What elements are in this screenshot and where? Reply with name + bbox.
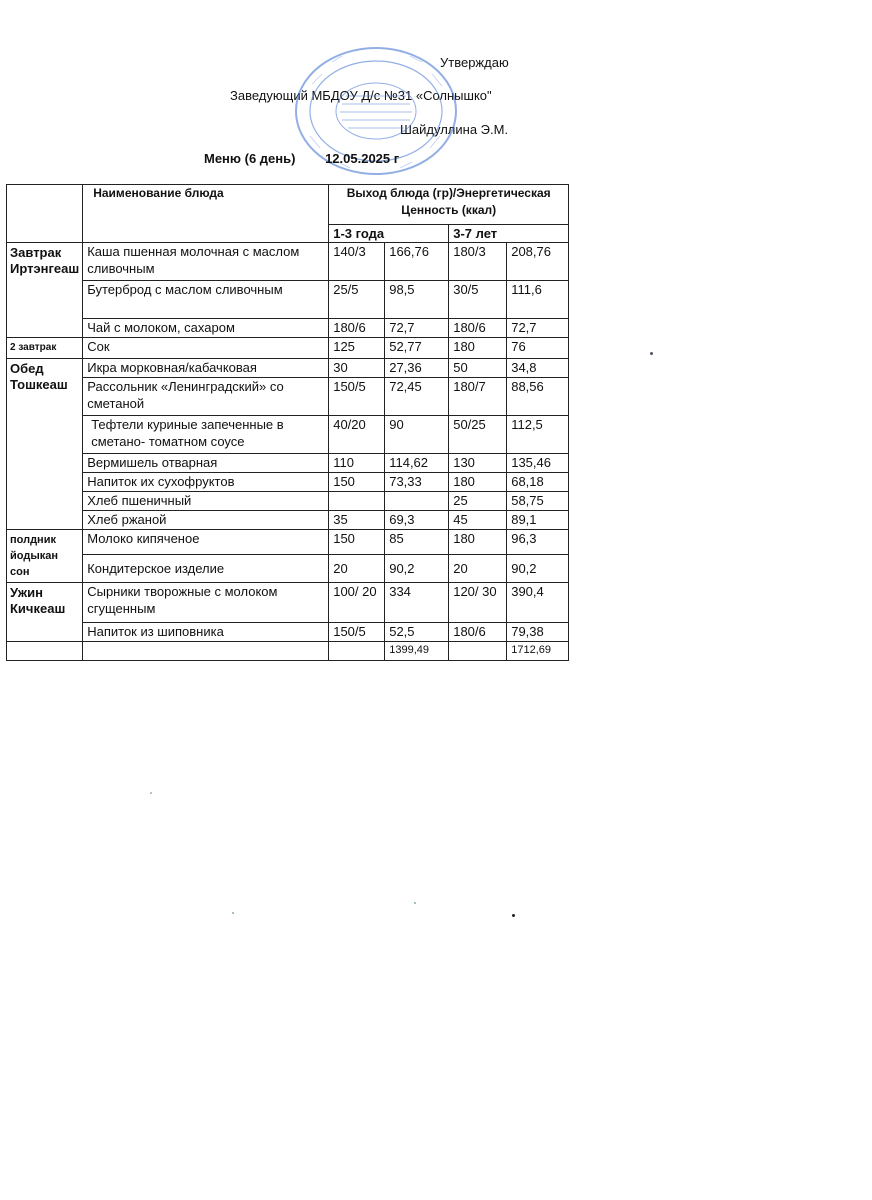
energy-1-3: 69,3	[385, 511, 449, 530]
weight-1-3: 100/ 20	[329, 583, 385, 623]
weight-1-3: 25/5	[329, 281, 385, 319]
weight-1-3: 30	[329, 359, 385, 378]
table-row	[7, 454, 569, 473]
energy-3-7: 90,2	[507, 555, 569, 583]
dish-name: Сок	[83, 338, 329, 359]
dish-name: Кондитерское изделие	[83, 555, 329, 583]
weight-1-3: 35	[329, 511, 385, 530]
weight-3-7: 180/3	[449, 243, 507, 281]
energy-3-7: 390,4	[507, 583, 569, 623]
weight-3-7: 180/6	[449, 319, 507, 338]
meal-breakfast-2: 2 завтрак	[7, 338, 83, 359]
scan-speck	[650, 352, 653, 355]
energy-1-3: 72,7	[385, 319, 449, 338]
dish-name: Чай с молоком, сахаром	[83, 319, 329, 338]
weight-3-7: 45	[449, 511, 507, 530]
dish-name: Вермишель отварная	[83, 454, 329, 473]
dish-name: Хлеб ржаной	[83, 511, 329, 530]
energy-3-7: 89,1	[507, 511, 569, 530]
energy-1-3: 52,5	[385, 623, 449, 642]
dish-name: Напиток из шиповника	[83, 623, 329, 642]
energy-3-7: 76	[507, 338, 569, 359]
energy-3-7: 112,5	[507, 416, 569, 454]
weight-1-3: 125	[329, 338, 385, 359]
age-group-2-header: 3-7 лет	[449, 225, 569, 243]
scan-speck	[512, 914, 515, 917]
table-row	[7, 555, 569, 583]
dish-name: Икра морковная/кабачковая	[83, 359, 329, 378]
energy-1-3: 72,45	[385, 378, 449, 416]
weight-1-3: 110	[329, 454, 385, 473]
weight-3-7: 180	[449, 473, 507, 492]
table-header-row	[7, 185, 569, 225]
approval-label: Утверждаю	[440, 55, 509, 70]
weight-3-7: 30/5	[449, 281, 507, 319]
energy-1-3: 73,33	[385, 473, 449, 492]
age-group-1-header: 1-3 года	[329, 225, 449, 243]
energy-1-3	[385, 492, 449, 511]
dish-name: Тефтели куриные запеченные в сметано- томатном соусе	[83, 416, 329, 454]
totals-row	[7, 642, 569, 661]
table-row	[7, 623, 569, 642]
weight-1-3: 150/5	[329, 623, 385, 642]
table-row	[7, 319, 569, 338]
meal-lunch: Обед Тошкеаш	[7, 359, 83, 530]
weight-1-3: 150	[329, 473, 385, 492]
weight-3-7: 130	[449, 454, 507, 473]
table-row	[7, 473, 569, 492]
table-row	[7, 281, 569, 319]
energy-1-3: 90,2	[385, 555, 449, 583]
energy-1-3: 334	[385, 583, 449, 623]
energy-3-7: 34,8	[507, 359, 569, 378]
weight-1-3	[329, 492, 385, 511]
empty-cell	[329, 642, 385, 661]
dish-name: Каша пшенная молочная с маслом сливочным	[83, 243, 329, 281]
dish-name: Бутерброд с маслом сливочным	[83, 281, 329, 319]
energy-3-7: 58,75	[507, 492, 569, 511]
dish-name: Сырники творожные с молоком сгущенным	[83, 583, 329, 623]
menu-table	[6, 184, 569, 661]
table-row	[7, 416, 569, 454]
dish-name: Молоко кипяченое	[83, 530, 329, 555]
table-row	[7, 378, 569, 416]
weight-3-7: 25	[449, 492, 507, 511]
energy-1-3: 114,62	[385, 454, 449, 473]
empty-cell	[7, 642, 83, 661]
menu-date: 12.05.2025 г	[325, 151, 400, 166]
approver-name: Шайдуллина Э.М.	[400, 122, 509, 137]
weight-1-3: 150/5	[329, 378, 385, 416]
scan-speck	[414, 902, 416, 904]
energy-1-3: 98,5	[385, 281, 449, 319]
dish-column-header: Наименование блюда	[83, 185, 329, 243]
energy-3-7: 72,7	[507, 319, 569, 338]
weight-3-7: 20	[449, 555, 507, 583]
weight-3-7: 50/25	[449, 416, 507, 454]
scan-speck	[150, 792, 152, 794]
menu-day-label: Меню (6 день)	[204, 151, 296, 166]
energy-3-7: 208,76	[507, 243, 569, 281]
table-row	[7, 511, 569, 530]
energy-3-7: 79,38	[507, 623, 569, 642]
weight-3-7: 180/6	[449, 623, 507, 642]
energy-3-7: 88,56	[507, 378, 569, 416]
approver-position: Заведующий МБДОУ Д/с №31 «Солнышко"	[230, 88, 492, 103]
dish-name: Напиток их сухофруктов	[83, 473, 329, 492]
table-row	[7, 243, 569, 281]
energy-1-3: 27,36	[385, 359, 449, 378]
meal-header-cell	[7, 185, 83, 243]
weight-3-7: 180	[449, 530, 507, 555]
weight-1-3: 180/6	[329, 319, 385, 338]
energy-1-3: 166,76	[385, 243, 449, 281]
total-energy-1-3: 1399,49	[385, 642, 449, 661]
table-row	[7, 530, 569, 555]
table-row	[7, 492, 569, 511]
energy-1-3: 52,77	[385, 338, 449, 359]
table-row	[7, 583, 569, 623]
total-energy-3-7: 1712,69	[507, 642, 569, 661]
empty-cell	[83, 642, 329, 661]
energy-1-3: 90	[385, 416, 449, 454]
menu-title	[204, 151, 399, 166]
dish-name: Рассольник «Ленинградский» со сметаной	[83, 378, 329, 416]
dish-name: Хлеб пшеничный	[83, 492, 329, 511]
energy-3-7: 68,18	[507, 473, 569, 492]
energy-3-7: 111,6	[507, 281, 569, 319]
meal-snack: полдник йодыкан сон	[7, 530, 83, 583]
weight-3-7: 120/ 30	[449, 583, 507, 623]
weight-3-7: 180	[449, 338, 507, 359]
weight-1-3: 150	[329, 530, 385, 555]
empty-cell	[449, 642, 507, 661]
weight-1-3: 140/3	[329, 243, 385, 281]
meal-dinner: Ужин Кичкеаш	[7, 583, 83, 642]
weight-1-3: 40/20	[329, 416, 385, 454]
weight-1-3: 20	[329, 555, 385, 583]
weight-3-7: 180/7	[449, 378, 507, 416]
table-row	[7, 338, 569, 359]
energy-1-3: 85	[385, 530, 449, 555]
meal-breakfast: Завтрак Иртэнгеаш	[7, 243, 83, 338]
scan-speck	[232, 912, 234, 914]
energy-3-7: 96,3	[507, 530, 569, 555]
table-row	[7, 359, 569, 378]
energy-3-7: 135,46	[507, 454, 569, 473]
output-column-header: Выход блюда (гр)/Энергетическая Ценность (ккал)	[329, 185, 569, 225]
weight-3-7: 50	[449, 359, 507, 378]
